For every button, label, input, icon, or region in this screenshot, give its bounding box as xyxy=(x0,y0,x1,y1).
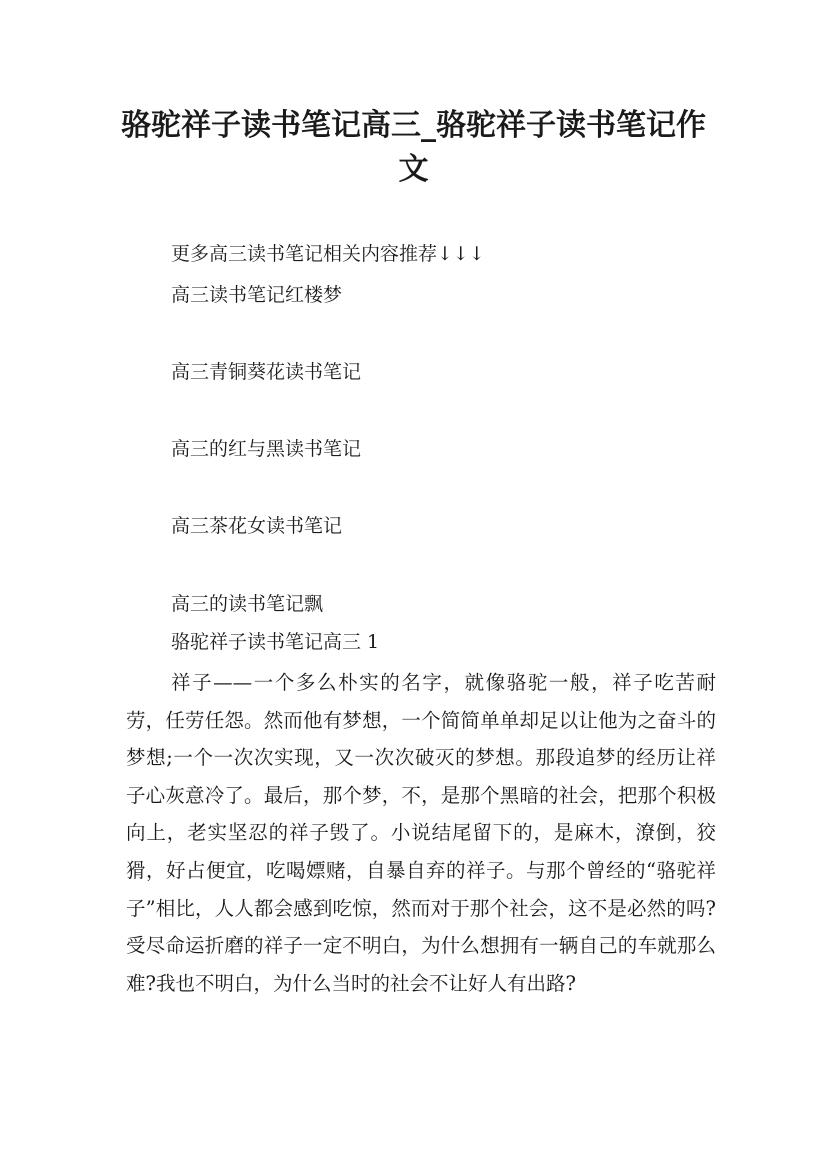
recommend-link-4[interactable]: 高三茶花女读书笔记 xyxy=(171,515,343,537)
recommend-link-1[interactable]: 高三读书笔记红楼梦 xyxy=(171,284,343,306)
recommend-link-5[interactable]: 高三的读书笔记飘 xyxy=(171,593,324,615)
page-title: 骆驼祥子读书笔记高三_骆驼祥子读书笔记作文 xyxy=(121,108,706,187)
recommend-link-2[interactable]: 高三青铜葵花读书笔记 xyxy=(171,361,362,383)
body-paragraph: 祥子——一个多么朴实的名字，就像骆驼一般，祥子吃苦耐劳，任劳任怨。然而他有梦想，一个简简单单却足以让他为之奋斗的梦想;一个一次次实现，又一次次破灭的梦想。那段追梦的经历让祥子心灰意冷了。最后，那个梦，不，是那个黑暗的社会，把那个积极向上，老实坚忍的祥子毁了。小说结尾留下的，是麻木，潦倒，狡猾，好占便宜，吃喝嫖赌，自暴自弃的祥子。与那个曾经的“骆驼祥子”相比，人人都会感到吃惊，然而对于那个社会，这不是必然的吗?受尽命运折磨的祥子一定不明白，为什么想拥有一辆自己的车就那么难?我也不明白，为什么当时的社会不让好人有出路? xyxy=(126,671,716,995)
recommend-link-3[interactable]: 高三的红与黑读书笔记 xyxy=(171,438,362,460)
section-heading: 骆驼祥子读书笔记高三 1 xyxy=(171,631,380,653)
recommend-intro: 更多高三读书笔记相关内容推荐↓↓↓ xyxy=(171,243,485,265)
